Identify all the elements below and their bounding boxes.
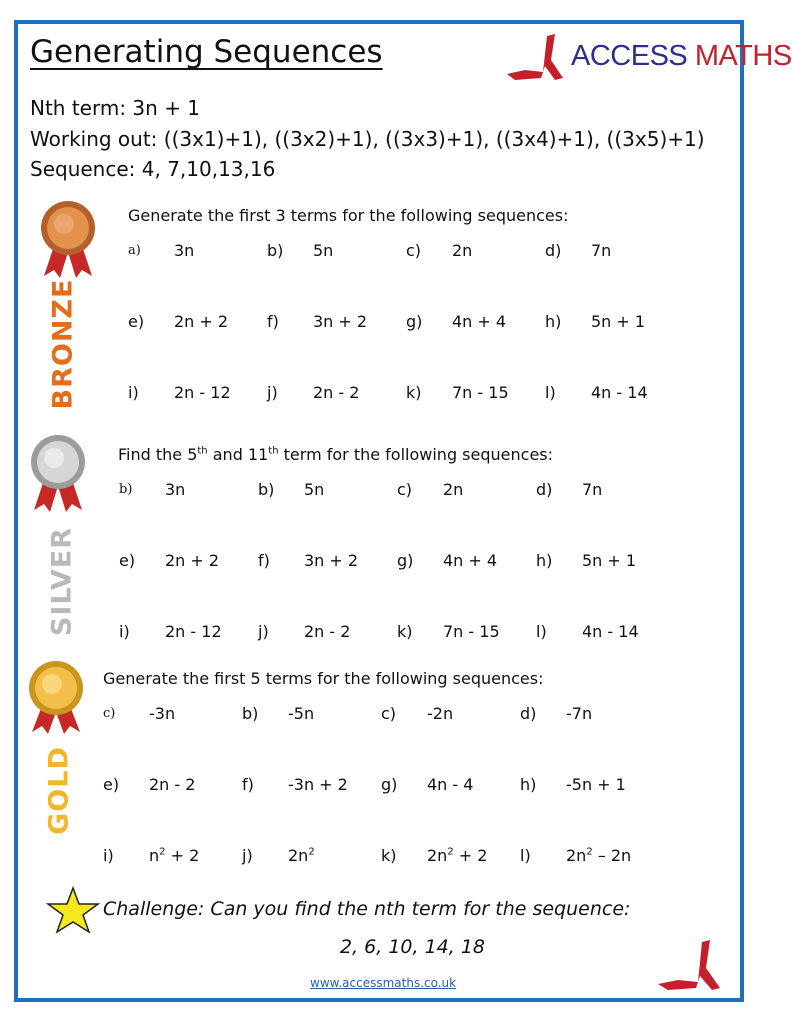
- bronze-instruction: Generate the first 3 terms for the following sequences:: [128, 206, 569, 225]
- question-expression: 2n + 2: [174, 312, 229, 331]
- question-expression: 5n: [304, 480, 325, 499]
- gold-medal-icon: [26, 660, 86, 736]
- question-label: b): [258, 480, 275, 499]
- page-title: Generating Sequences: [30, 34, 383, 70]
- question-expression: 5n: [313, 241, 334, 260]
- question-label: j): [258, 622, 269, 641]
- question-expression: 4n - 4: [427, 775, 474, 794]
- question-expression: -5n + 1: [566, 775, 626, 794]
- question-expression: 2n - 12: [174, 383, 231, 402]
- question-expression: 7n - 15: [452, 383, 509, 402]
- bronze-label: BRONZE: [47, 278, 79, 410]
- question-label: b): [242, 704, 259, 723]
- challenge-sequence: 2, 6, 10, 14, 18: [340, 936, 486, 958]
- question-label: k): [381, 846, 397, 865]
- question-label: j): [242, 846, 253, 865]
- question-label: g): [381, 775, 398, 794]
- question-expression: $2n^2 + 2$: [427, 846, 488, 865]
- question-label: c): [406, 241, 422, 260]
- question-expression: 7n: [582, 480, 603, 499]
- silver-label: SILVER: [46, 526, 78, 637]
- question-expression: -7n: [566, 704, 593, 723]
- question-label: c): [397, 480, 413, 499]
- star-icon: [46, 886, 100, 934]
- question-label: i): [128, 383, 139, 402]
- question-expression: $2n^2 - 2n$: [566, 846, 632, 865]
- challenge-text: Challenge: Can you find the nth term for the sequence:: [103, 898, 631, 920]
- question-expression: 7n: [591, 241, 612, 260]
- question-expression: -3n: [149, 704, 176, 723]
- question-label: d): [520, 704, 537, 723]
- question-label: b): [267, 241, 284, 260]
- question-label: e): [103, 775, 120, 794]
- question-label: k): [406, 383, 422, 402]
- question-expression: 3n + 2: [313, 312, 368, 331]
- question-expression: 2n - 2: [304, 622, 351, 641]
- question-expression: 3n: [174, 241, 195, 260]
- question-label: c): [103, 706, 116, 721]
- question-expression: $n^2 + 2$: [149, 846, 200, 865]
- question-expression: 2n - 12: [165, 622, 222, 641]
- question-label: b): [119, 482, 133, 497]
- gold-label: GOLD: [43, 746, 75, 835]
- question-label: h): [520, 775, 537, 794]
- question-label: e): [128, 312, 145, 331]
- question-label: h): [545, 312, 562, 331]
- question-expression: 3n + 2: [304, 551, 359, 570]
- brand-word-access: ACCESS: [571, 40, 688, 72]
- question-label: a): [128, 243, 141, 258]
- question-label: l): [545, 383, 556, 402]
- question-label: e): [119, 551, 136, 570]
- question-expression: -5n: [288, 704, 315, 723]
- question-expression: 2n - 2: [149, 775, 196, 794]
- brand-name: [571, 40, 792, 73]
- working-out-line: Working out: ((3x1)+1), ((3x2)+1), ((3x3)+1), ((3x4)+1), ((3x5)+1): [30, 127, 705, 151]
- silver-instruction: Find the 5th and 11th term for the following sequences:: [118, 445, 554, 464]
- question-label: f): [267, 312, 279, 331]
- question-label: h): [536, 551, 553, 570]
- question-label: d): [536, 480, 553, 499]
- question-label: i): [119, 622, 130, 641]
- footer-url-link[interactable]: www.accessmaths.co.uk: [310, 976, 457, 990]
- question-expression: 4n - 14: [591, 383, 648, 402]
- access-maths-footer-logo-icon: [656, 936, 728, 992]
- question-expression: 4n + 4: [452, 312, 507, 331]
- question-label: l): [520, 846, 531, 865]
- question-label: l): [536, 622, 547, 641]
- sequence-line: Sequence: 4, 7,10,13,16: [30, 157, 276, 181]
- question-expression: 3n: [165, 480, 186, 499]
- silver-medal-icon: [28, 434, 88, 514]
- access-maths-logo-icon: [505, 30, 571, 82]
- question-expression: 2n: [452, 241, 473, 260]
- question-label: k): [397, 622, 413, 641]
- bronze-medal-icon: [38, 200, 98, 280]
- question-label: f): [242, 775, 254, 794]
- nth-term-line: Nth term: 3n + 1: [30, 96, 201, 120]
- question-expression: 5n + 1: [591, 312, 646, 331]
- question-label: d): [545, 241, 562, 260]
- question-expression: 4n - 14: [582, 622, 639, 641]
- question-expression: $2n^2$: [288, 846, 315, 865]
- question-expression: 4n + 4: [443, 551, 498, 570]
- question-expression: -2n: [427, 704, 454, 723]
- question-label: g): [397, 551, 414, 570]
- question-label: i): [103, 846, 114, 865]
- question-expression: 2n - 2: [313, 383, 360, 402]
- gold-instruction: Generate the first 5 terms for the following sequences:: [103, 669, 544, 688]
- question-expression: 2n + 2: [165, 551, 220, 570]
- question-label: j): [267, 383, 278, 402]
- question-expression: 2n: [443, 480, 464, 499]
- question-expression: 7n - 15: [443, 622, 500, 641]
- question-expression: -3n + 2: [288, 775, 348, 794]
- question-label: c): [381, 704, 397, 723]
- question-expression: 5n + 1: [582, 551, 637, 570]
- question-label: g): [406, 312, 423, 331]
- brand-word-maths: MATHS: [694, 40, 792, 72]
- question-label: f): [258, 551, 270, 570]
